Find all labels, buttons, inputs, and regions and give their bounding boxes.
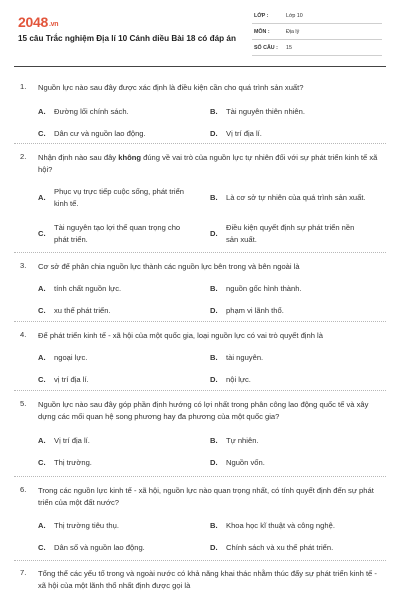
question-text: Nhận định nào sau đây không đúng về vai trò của nguồn lực tự nhiên đối với sự phát triển kinh tế xã hội? xyxy=(38,153,378,174)
meta-value: Địa lý xyxy=(286,29,300,35)
meta-label: SỐ CÂU : xyxy=(254,45,278,51)
meta-value: 15 xyxy=(286,45,292,51)
question-number: 7. xyxy=(20,568,27,577)
question-number: 6. xyxy=(20,485,27,494)
question-divider xyxy=(14,476,386,477)
header-divider xyxy=(14,66,386,67)
question-number: 5. xyxy=(20,399,27,408)
meta-label: MÔN : xyxy=(254,29,270,35)
question-divider xyxy=(14,321,386,322)
question-text: Để phát triển kinh tế - xã hội của một quốc gia, loại nguồn lực có vai trò quyết định là xyxy=(38,331,323,340)
question-divider xyxy=(14,143,386,144)
question-number: 1. xyxy=(20,82,27,91)
meta-label: LỚP : xyxy=(254,13,269,19)
meta-box xyxy=(252,10,382,58)
question-text: Cơ sở để phân chia nguồn lực thành các nguồn lực bên trong và bên ngoài là xyxy=(38,262,300,271)
question-number: 4. xyxy=(20,330,27,339)
meta-value: Lớp 10 xyxy=(286,13,303,19)
question-divider xyxy=(14,390,386,391)
question-text: Nguồn lực nào sau đây góp phần định hướng có lợi nhất trong phân công lao động quốc tế và xây dựng các mối quan hệ song phương hay đa phương của một quốc gia? xyxy=(38,400,369,421)
emphasis-word: không xyxy=(118,153,141,162)
question-divider xyxy=(14,560,386,561)
question-number: 3. xyxy=(20,261,27,270)
question-text: Trong các nguồn lực kinh tế - xã hội, nguồn lực nào quan trọng nhất, có tính quyết định đến sự phát triển của một đất nước? xyxy=(38,486,374,507)
document-header xyxy=(0,0,400,62)
question-divider xyxy=(14,252,386,253)
question-number: 2. xyxy=(20,152,27,161)
meta-row-subject xyxy=(252,26,382,40)
meta-row-class xyxy=(252,10,382,24)
meta-row-count xyxy=(252,42,382,56)
site-logo[interactable]: 2048.vn xyxy=(18,14,59,30)
question-text: Nguồn lực nào sau đây được xác định là điều kiện cần cho quá trình sản xuất? xyxy=(38,83,304,92)
page-title: 15 câu Trắc nghiệm Địa lí 10 Cánh diều Bài 18 có đáp án xyxy=(18,34,236,43)
question-text: Tổng thể các yếu tố trong và ngoài nước có khả năng khai thác nhằm thúc đẩy sự phát triển kinh tế - xã hội của một lãnh thổ nhất định được gọi là xyxy=(38,569,377,590)
